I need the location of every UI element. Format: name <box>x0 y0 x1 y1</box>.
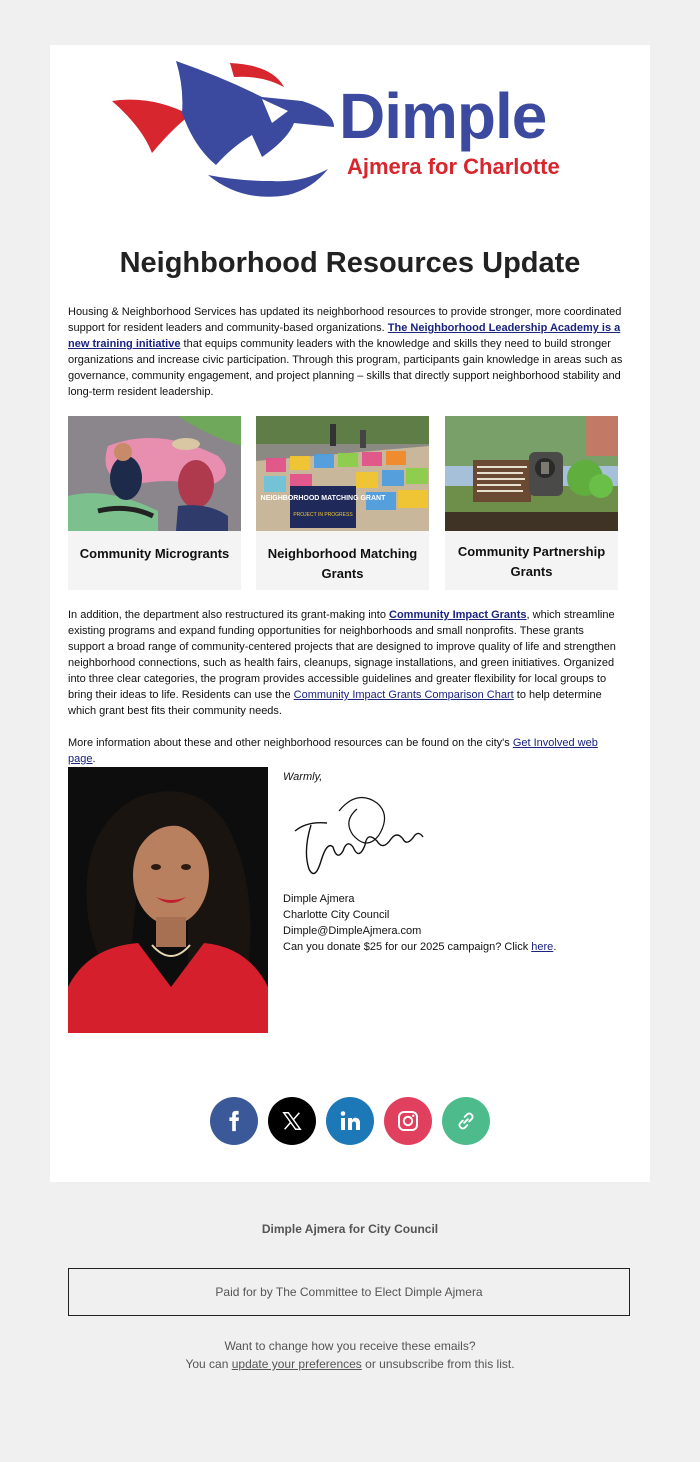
more-info-text: More information about these and other neighborhood resources can be found on the city's <box>68 737 513 749</box>
facebook-icon[interactable] <box>210 1097 258 1145</box>
grant-sign-text: NEIGHBORHOOD MATCHING GRANT <box>260 495 386 502</box>
grants-text-2: , which streamline existing programs and expand funding opportunities for neighborhoods and small nonprofits. These grants support a broad range of community-centered projects that are designed to improve quality of life and strengthen neighborhood connections, such as health fairs, cleanups, signage installations, and green initiatives. Organized into three clear categories, the program provides accessible guidelines and greater flexibility for local groups to bring their ideas to life. Residents can use the <box>68 609 616 701</box>
prefs-before: You can <box>185 1357 232 1371</box>
intro-text-before: Housing & Neighborhood Services has updated its neighborhood resources to provide stronger, more coordinated support for resident leaders and community-based organizations. <box>68 306 622 334</box>
candidate-portrait <box>68 767 268 1033</box>
footer-org-name: Dimple Ajmera for City Council <box>261 1222 439 1236</box>
prefs-after: or unsubscribe from this list. <box>361 1357 515 1371</box>
handwritten-signature <box>287 791 427 883</box>
leadership-academy-link[interactable]: The Neighborhood Leadership Academy is a new training initiative <box>68 322 621 350</box>
more-info-end: . <box>92 753 96 765</box>
donate-end: . <box>553 941 557 953</box>
donate-link[interactable]: here <box>531 941 554 953</box>
program-photo-mural-painting <box>68 416 241 531</box>
grants-text-1: In addition, the department also restructured its grant-making into <box>68 609 390 621</box>
more-info-paragraph <box>68 735 623 767</box>
program-tile-partnership-grants[interactable] <box>445 416 618 590</box>
paid-for-disclaimer <box>68 1268 630 1316</box>
program-photo-painted-playground <box>256 416 429 531</box>
grants-paragraph <box>68 607 623 719</box>
program-label: Community Microgrants <box>79 546 230 561</box>
page-title: Neighborhood Resources Update <box>119 247 581 279</box>
get-involved-link[interactable]: Get Involved web page <box>68 737 598 765</box>
logo-wordmark: Dimple <box>339 80 547 152</box>
greeting: Warmly, <box>283 771 323 783</box>
email-preferences-note <box>0 1337 700 1373</box>
community-impact-grants-link[interactable]: Community Impact Grants <box>389 609 527 621</box>
x-icon[interactable] <box>268 1097 316 1145</box>
grant-sign-subtext: PROJECT IN PROGRESS <box>293 512 353 518</box>
signoff-block <box>283 767 613 955</box>
paid-for-text: Paid for by The Committee to Elect Dimple Ajmera <box>215 1285 483 1299</box>
prefs-line-2 <box>0 1355 700 1373</box>
program-label: Community Partnership Grants <box>457 544 606 579</box>
comparison-chart-link[interactable]: Community Impact Grants Comparison Chart <box>293 689 514 701</box>
program-tile-microgrants[interactable] <box>68 416 241 590</box>
flag-swoosh-logo-mark <box>112 57 342 207</box>
logo-tagline: Ajmera for Charlotte <box>347 154 560 179</box>
intro-paragraph <box>68 304 623 400</box>
intro-text-after: that equips community leaders with the knowledge and skills they need to build stronger organizations and increase civic participation. Through this program, participants gain knowledge in areas such as governance, community engagement, and project planning – skills that directly support neighborhood stability and long-term resident leadership. <box>68 338 623 398</box>
program-label: Neighborhood Matching Grants <box>267 546 418 581</box>
linkedin-icon[interactable] <box>326 1097 374 1145</box>
signer-name: Dimple Ajmera <box>283 893 355 905</box>
update-preferences-link[interactable]: update your preferences <box>231 1357 362 1371</box>
program-photo-entry-sign <box>445 416 618 531</box>
campaign-logo <box>112 57 592 207</box>
donate-line <box>283 939 613 955</box>
signer-email: Dimple@DimpleAjmera.com <box>283 925 422 937</box>
instagram-icon[interactable] <box>384 1097 432 1145</box>
signer-role: Charlotte City Council <box>283 909 390 921</box>
link-icon[interactable] <box>442 1097 490 1145</box>
grants-text-3: to help determine which grant best fits their community needs. <box>68 689 602 717</box>
email-card <box>50 45 650 1182</box>
program-tile-matching-grants[interactable] <box>256 416 429 590</box>
donate-text: Can you donate $25 for our 2025 campaign? Click <box>283 941 532 953</box>
prefs-line-1: Want to change how you receive these emails? <box>224 1339 476 1353</box>
